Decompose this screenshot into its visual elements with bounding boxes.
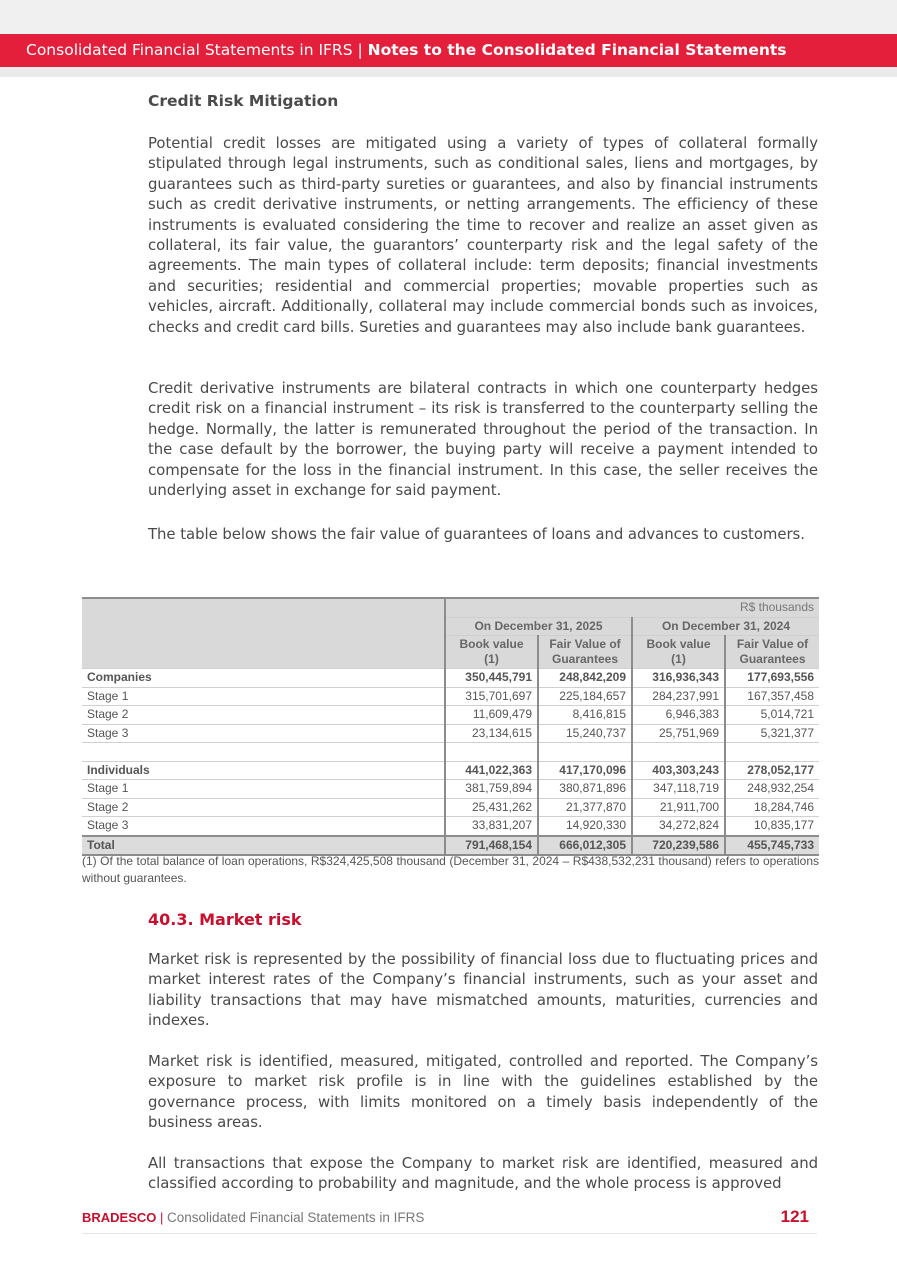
row-label: Stage 3 [82, 724, 445, 743]
table-row-stage [82, 780, 819, 799]
col-fair-value-2025: Fair Value of Guarantees [538, 636, 632, 669]
cell-value: 5,321,377 [725, 724, 819, 743]
page-number: 121 [780, 1207, 809, 1226]
guarantees-table [82, 597, 819, 856]
table-unit-label: R$ thousands [445, 598, 819, 617]
footer-separator: | [156, 1210, 168, 1225]
cell-value: 8,416,815 [538, 706, 632, 725]
header-right-title: Notes to the Consolidated Financial Statements [367, 41, 787, 59]
section-heading-market-risk: 40.3. Market risk [148, 910, 302, 929]
header-separator: | [352, 41, 368, 59]
cell-value: 284,237,991 [632, 687, 725, 706]
cell-value: 417,170,096 [538, 761, 632, 780]
row-label: Individuals [82, 761, 445, 780]
table-corner-cell [82, 598, 445, 669]
header-underbar [0, 67, 897, 77]
cell-value: 25,751,969 [632, 724, 725, 743]
section-heading-credit-risk-mitigation: Credit Risk Mitigation [148, 92, 339, 110]
table-row-stage [82, 724, 819, 743]
paragraph-market-risk-process: Market risk is identified, measured, mitigated, controlled and reported. The Company’s exposure to market risk profile is in line with the guidelines established by the governance process, with limits monitored on a timely basis independently of the business areas. [148, 1052, 818, 1132]
cell-value: 21,377,870 [538, 798, 632, 817]
cell-value: 225,184,657 [538, 687, 632, 706]
row-label: Stage 1 [82, 687, 445, 706]
cell-value: 347,118,719 [632, 780, 725, 799]
cell-value: 316,936,343 [632, 669, 725, 688]
paragraph-collateral: Potential credit losses are mitigated using a variety of types of collateral formally stipulated through legal instruments, such as conditional sales, liens and mortgages, by guarantees such as third-party sureties or guarantees, and also by financial instruments such as credit derivative instruments, or netting arrangements. The efficiency of these instruments is evaluated considering the time to recover and realize an asset given as collateral, its fair value, the guarantors’ counterparty risk and the legal safety of the agreements. The main types of collateral include: term deposits; financial investments and securities; residential and commercial properties; movable properties such as vehicles, aircraft. Additionally, collateral may include commercial bonds such as invoices, checks and credit card bills. Sureties and guarantees may also include bank guarantees. [148, 134, 818, 336]
row-label: Stage 2 [82, 798, 445, 817]
cell-value: 14,920,330 [538, 817, 632, 836]
cell-value: 791,468,154 [445, 836, 538, 856]
period-2024-header: On December 31, 2024 [632, 617, 819, 636]
paragraph-market-risk-transactions: All transactions that expose the Company to market risk are identified, measured and classified according to probability and magnitude, and the whole process is approved [148, 1154, 818, 1193]
cell-value: 5,014,721 [725, 706, 819, 725]
period-2025-header: On December 31, 2025 [445, 617, 632, 636]
cell-value: 403,303,243 [632, 761, 725, 780]
cell-value: 380,871,896 [538, 780, 632, 799]
col-book-value-2024: Book value (1) [632, 636, 725, 669]
cell-value: 666,012,305 [538, 836, 632, 856]
top-margin [0, 0, 897, 34]
cell-value: 248,932,254 [725, 780, 819, 799]
paragraph-credit-derivatives: Credit derivative instruments are bilateral contracts in which one counterparty hedges credit risk on a financial instrument – its risk is transferred to the counterparty selling the hedge. Normally, the latter is remunerated throughout the period of the transaction. In the case default by the borrower, the buying party will receive a payment intended to compensate for the loss in the financial instrument. In this case, the seller receives the underlying asset in exchange for said payment. [148, 379, 818, 500]
cell-value: 6,946,383 [632, 706, 725, 725]
cell-value: 34,272,824 [632, 817, 725, 836]
page-header [0, 34, 897, 67]
table-row-stage [82, 817, 819, 836]
row-label: Total [82, 836, 445, 856]
table-row-spacer [82, 743, 819, 762]
cell-value: 21,911,700 [632, 798, 725, 817]
cell-value: 248,842,209 [538, 669, 632, 688]
cell-value: 720,239,586 [632, 836, 725, 856]
cell-value: 18,284,746 [725, 798, 819, 817]
cell-value: 455,745,733 [725, 836, 819, 856]
cell-value: 10,835,177 [725, 817, 819, 836]
row-label: Companies [82, 669, 445, 688]
footer-title: Consolidated Financial Statements in IFRS [167, 1210, 425, 1225]
cell-value: 381,759,894 [445, 780, 538, 799]
col-book-value-2025: Book value (1) [445, 636, 538, 669]
cell-value: 33,831,207 [445, 817, 538, 836]
footer-brand: BRADESCO [82, 1210, 157, 1225]
paragraph-table-intro: The table below shows the fair value of guarantees of loans and advances to customers. [148, 525, 805, 543]
cell-value: 441,022,363 [445, 761, 538, 780]
table-footnote: (1) Of the total balance of loan operations, R$324,425,508 thousand (December 31, 2024 – R$438,532,231 thousand) refers to operations without guarantees. [82, 854, 819, 885]
header-left-title: Consolidated Financial Statements in IFRS [26, 41, 353, 59]
table-row-companies [82, 669, 819, 688]
table-row-individuals [82, 761, 819, 780]
cell-value: 278,052,177 [725, 761, 819, 780]
page-footer [82, 1209, 817, 1231]
cell-value: 23,134,615 [445, 724, 538, 743]
col-fair-value-2024: Fair Value of Guarantees [725, 636, 819, 669]
table-row-stage [82, 706, 819, 725]
cell-value: 25,431,262 [445, 798, 538, 817]
cell-value: 350,445,791 [445, 669, 538, 688]
cell-value: 177,693,556 [725, 669, 819, 688]
table-row-stage [82, 798, 819, 817]
row-label: Stage 1 [82, 780, 445, 799]
paragraph-market-risk-definition: Market risk is represented by the possibility of financial loss due to fluctuating prices and market interest rates of the Company’s financial instruments, such as your asset and liability transactions that may have mismatched amounts, maturities, currencies and indexes. [148, 950, 818, 1030]
cell-value: 167,357,458 [725, 687, 819, 706]
cell-value: 15,240,737 [538, 724, 632, 743]
row-label: Stage 3 [82, 817, 445, 836]
cell-value: 11,609,479 [445, 706, 538, 725]
row-label: Stage 2 [82, 706, 445, 725]
cell-value: 315,701,697 [445, 687, 538, 706]
table-unit-row [82, 598, 819, 617]
table-row-stage [82, 687, 819, 706]
footer-divider [82, 1233, 817, 1234]
